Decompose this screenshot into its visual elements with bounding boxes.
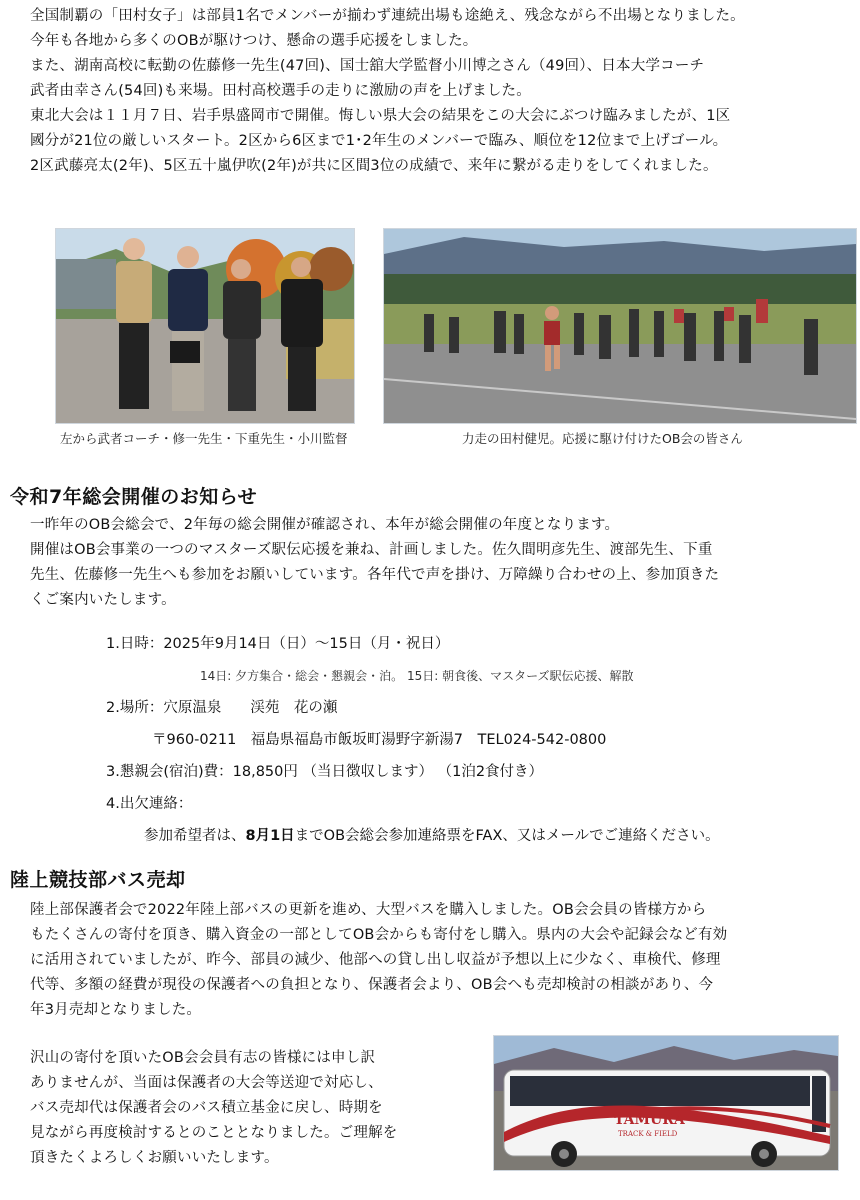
- intro-line: 全国制覇の「田村女子」は部員1名でメンバーが揃わず連続出場も途絶え、残念ながら不出場となりました。: [30, 8, 745, 24]
- race-photo-image: [384, 229, 856, 423]
- meeting-line: 一昨年のOB会総会で、2年毎の総会開催が確認され、本年が総会開催の年度となります。: [30, 517, 620, 533]
- meeting-details-list: [106, 628, 846, 852]
- bus-line: 頂きたくよろしくお願いいたします。: [30, 1150, 279, 1166]
- intro-line: 今年も各地から多くのOBが駆けつけ、懸命の選手応援をしました。: [30, 33, 478, 49]
- bus-line: もたくさんの寄付を頂き、購入資金の一部としてOB会からも寄付をし購入。県内の大会や記録会など有効: [30, 927, 728, 943]
- intro-line: 武者由幸さん(54回)も来場。田村高校選手の走りに激励の声を上げました。: [30, 83, 531, 99]
- section-title-bus-sale: 陸上競技部バス売却: [10, 869, 186, 891]
- meeting-rsvp-instruction: [106, 820, 846, 852]
- meeting-schedule: 14日: 夕方集合・総会・懇親会・泊。 15日: 朝食後、マスターズ駅伝応援、解散: [200, 669, 634, 683]
- intro-line: 東北大会は１１月７日、岩手県盛岡市で開催。悔しい県大会の結果をこの大会にぶつけ臨みましたが、1区: [30, 108, 731, 124]
- intro-line: 國分が21位の厳しいスタート。2区から6区まで1･2年生のメンバーで臨み、順位を12位まで上げゴール。: [30, 133, 728, 149]
- group-photo: [55, 228, 355, 424]
- bus-sale-paragraph: [30, 898, 850, 1023]
- race-photo: [383, 228, 857, 424]
- general-meeting-paragraph: [30, 513, 850, 613]
- bus-line: ありませんが、当面は保護者の大会等送迎で対応し、: [30, 1075, 383, 1091]
- rsvp-deadline: 8月1日: [245, 828, 295, 844]
- bus-line: 沢山の寄付を頂いたOB会会員有志の皆様には申し訳: [30, 1050, 376, 1066]
- bus-logo-sub: TRACK & FIELD: [618, 1130, 678, 1138]
- meeting-address: 〒960-0211 福島県福島市飯坂町湯野字新湯7 TEL024-542-0800: [152, 732, 607, 748]
- bus-line: 年3月売却となりました。: [30, 1002, 202, 1018]
- race-photo-caption: 力走の田村健児。応援に駆け付けたOB会の皆さん: [462, 431, 743, 446]
- bus-line: 代等、多額の経費が現役の保護者への負担となり、保護者会より、OB会へも売却検討の相談があり、今: [30, 977, 714, 993]
- group-photo-image: [56, 229, 354, 423]
- bus-line: 陸上部保護者会で2022年陸上部バスの更新を進め、大型バスを購入しました。OB会会員の皆様方から: [30, 902, 707, 918]
- meeting-line: 開催はOB会事業の一つのマスターズ駅伝応援を兼ね、計画しました。佐久間明彦先生、渡部先生、下重: [30, 542, 713, 558]
- bus-photo: [493, 1035, 839, 1171]
- meeting-rsvp-label: 4.出欠連絡：: [106, 796, 193, 812]
- rsvp-text-pre: 参加希望者は、: [144, 828, 246, 844]
- bus-photo-image: [494, 1036, 838, 1170]
- meeting-fee: 3.懇親会(宿泊)費：18,850円 （当日徴収します） （1泊2食付き）: [106, 764, 544, 780]
- bus-line: 見ながら再度検討するとのこととなりました。ご理解を: [30, 1125, 398, 1141]
- meeting-line: くご案内いたします。: [30, 592, 176, 608]
- rsvp-text-post: までOB会総会参加連絡票をFAX、又はメールでご連絡ください。: [294, 828, 720, 844]
- bus-logo: TAMURA: [614, 1112, 685, 1128]
- intro-line: また、湖南高校に転勤の佐藤修一先生(47回)、国士舘大学監督小川博之さん（49回）、日本大学コーチ: [30, 58, 705, 74]
- meeting-line: 先生、佐藤修一先生へも参加をお願いしています。各年代で声を掛け、万障繰り合わせの上、参加頂きた: [30, 567, 720, 583]
- section-title-general-meeting: 令和7年総会開催のお知らせ: [10, 486, 258, 508]
- meeting-place: 2.場所：穴原温泉 渓苑 花の瀬: [106, 700, 338, 716]
- group-photo-caption: 左から武者コーチ・修一先生・下重先生・小川監督: [60, 431, 348, 446]
- intro-line: 2区武藤亮太(2年)、5区五十嵐伊吹(2年)が共に区間3位の成績で、来年に繋がる走りをしてくれました。: [30, 158, 718, 174]
- intro-paragraph: [30, 4, 850, 179]
- meeting-date: 1.日時：2025年9月14日（日）～15日（月・祝日）: [106, 636, 450, 652]
- bus-line: バス売却代は保護者会のバス積立基金に戻し、時期を: [30, 1100, 383, 1116]
- bus-line: に活用されていましたが、昨今、部員の減少、他部への貸し出し収益が予想以上に少なく、車検代、修理: [30, 952, 721, 968]
- bus-sale-paragraph-narrow: [30, 1046, 490, 1171]
